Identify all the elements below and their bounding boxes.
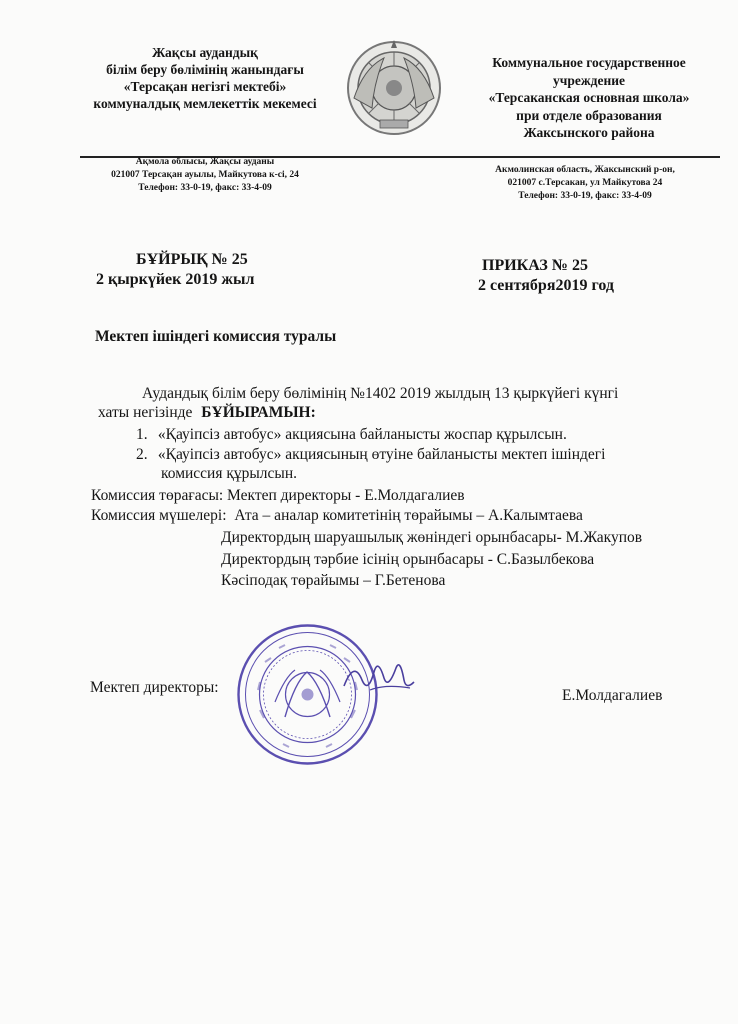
header-ru-line: при отделе образования [516, 107, 662, 123]
header-kz-line: коммуналдық мемлекеттік мекемесі [93, 96, 317, 111]
header-org-ru [470, 54, 708, 142]
list-item-number: 1. [136, 426, 148, 443]
header-kz-line: білім беру бөлімінің жанындағы [106, 62, 304, 77]
body-paragraph-line1: Аудандық білім беру бөлімінің №1402 2019 жылдың 13 қыркүйегі күнгі [142, 385, 619, 402]
commission-member: Кәсіподақ төрайымы – Г.Бетенова [221, 572, 446, 589]
commission-members-label: Комиссия мүшелері: [91, 507, 227, 524]
signature-position: Мектеп директоры: [90, 679, 219, 696]
list-item-text: «Қауіпсіз автобус» акциясына байланысты жоспар құрылсын. [157, 426, 567, 443]
header-ru-line: Коммунальное государственное [492, 55, 686, 70]
header-ru-line: Жаксынского района [523, 125, 655, 140]
header-org-kz [70, 44, 340, 112]
order-subject: Мектеп ішіндегі комиссия туралы [95, 328, 337, 345]
order-title-kz: БҰЙРЫҚ № 25 [136, 251, 248, 268]
header-ru-line: «Терсаканская основная школа» [488, 90, 690, 105]
commission-member: Ата – аналар комитетінің төрайымы – А.Калымтаева [234, 507, 583, 524]
commission-members-line [91, 506, 583, 525]
address-ru-line: Телефон: 33-0-19, факс: 33-4-09 [518, 191, 652, 201]
header-kz-line: Жақсы аудандық [152, 45, 258, 60]
signature-name: Е.Молдагалиев [562, 687, 663, 704]
list-item [136, 445, 605, 464]
decree-word: БҰЙЫРАМЫН: [201, 404, 316, 421]
address-kz-line: 021007 Терсақан ауылы, Майкутова к-сі, 24 [111, 170, 299, 180]
order-date-ru: 2 сентября2019 год [478, 277, 614, 294]
address-ru-line: Акмолинская область, Жаксынский р-он, [495, 165, 675, 175]
body-basis-text: хаты негізінде [98, 404, 193, 421]
list-item-continuation: комиссия құрылсын. [161, 465, 298, 482]
header-ru-line: учреждение [552, 72, 626, 88]
list-item [136, 425, 567, 444]
list-item-number: 2. [136, 446, 148, 463]
header-kz-line: «Терсақан негізгі мектебі» [123, 79, 287, 94]
commission-member: Директордың шаруашылық жөніндегі орынбасары- М.Жакупов [221, 529, 643, 546]
address-kz-line: Ақмола облысы, Жақсы ауданы [135, 157, 275, 167]
address-kz [100, 156, 310, 195]
address-ru-line: 021007 с.Терсакан, ул Майкутова 24 [507, 178, 663, 188]
commission-chair: Комиссия төрағасы: Мектеп директоры - Е.Молдагалиев [91, 487, 465, 504]
address-ru [478, 164, 692, 203]
body-paragraph-line2 [98, 403, 316, 422]
state-emblem-icon [344, 38, 444, 138]
address-kz-line: Телефон: 33-0-19, факс: 33-4-09 [138, 183, 272, 193]
commission-member: Директордың тәрбие ісінің орынбасары - С.Базылбекова [221, 551, 595, 568]
order-date-kz: 2 қыркүйек 2019 жыл [96, 271, 255, 288]
list-item-text: «Қауіпсіз автобус» акциясының өтуіне байланысты мектеп ішіндегі [157, 446, 606, 463]
signature-icon [340, 650, 420, 700]
order-title-ru: ПРИКАЗ № 25 [482, 257, 588, 274]
